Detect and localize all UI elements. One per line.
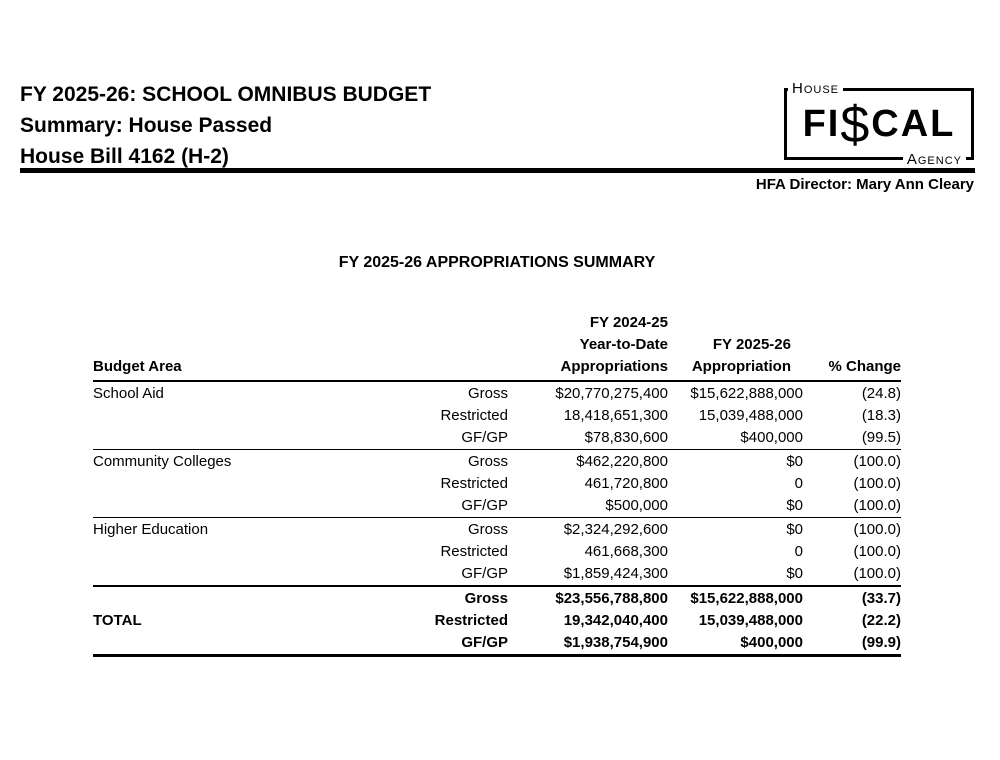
- pct-change-cell: (100.0): [853, 453, 901, 470]
- appropriations-table: [93, 312, 901, 657]
- line-item-cell: GF/GP: [358, 632, 508, 656]
- hfa-logo-fiscal-right: CAL: [871, 103, 956, 145]
- column-header-fy2425-line-2: Year-to-Date: [579, 336, 668, 353]
- header-divider-rule: [20, 168, 975, 173]
- pct-change-cell: (99.9): [803, 632, 901, 656]
- pct-change-cell: (100.0): [803, 495, 901, 518]
- fy2425-value-cell: $500,000: [508, 495, 668, 518]
- line-item-cell: Restricted: [434, 612, 508, 629]
- pct-change-cell: (100.0): [803, 563, 901, 586]
- hfa-logo: [784, 80, 974, 168]
- budget-area-cell: [93, 541, 358, 563]
- table-row: [93, 405, 901, 427]
- fy2425-value-cell: $1,859,424,300: [508, 563, 668, 586]
- fy2526-value-cell: $400,000: [668, 632, 803, 656]
- column-header-fy2526-line-1: FY 2025-26: [712, 336, 791, 353]
- fy2526-value-cell: $15,622,888,000: [690, 590, 803, 607]
- hfa-logo-house-label: House: [788, 80, 843, 97]
- fy2425-value-cell: 18,418,651,300: [563, 407, 668, 424]
- table-row: [93, 495, 901, 518]
- column-header-fy2425-line-3: Appropriations: [560, 358, 668, 375]
- line-item-cell: Gross: [467, 521, 508, 538]
- budget-area-cell: Community Colleges: [93, 453, 232, 470]
- summary-table-title: FY 2025-26 APPROPRIATIONS SUMMARY: [338, 254, 656, 271]
- column-header-line-item: [358, 312, 508, 381]
- document-title-block: [20, 79, 431, 172]
- fy2425-value-cell: $462,220,800: [576, 453, 668, 470]
- pct-change-cell: (24.8): [861, 385, 901, 402]
- line-item-cell: Restricted: [440, 475, 508, 492]
- table-row: [93, 473, 901, 495]
- fy2425-value-cell: 461,668,300: [584, 543, 668, 560]
- table-row: [93, 427, 901, 450]
- fy2425-value-cell: $20,770,275,400: [555, 385, 668, 402]
- pct-change-cell: (99.5): [803, 427, 901, 450]
- line-item-cell: Gross: [464, 590, 508, 607]
- fy2526-value-cell: $400,000: [668, 427, 803, 450]
- pct-change-cell: (22.2): [861, 612, 901, 629]
- document-title-line-1: FY 2025-26: SCHOOL OMNIBUS BUDGET: [20, 83, 432, 106]
- fy2425-value-cell: $78,830,600: [508, 427, 668, 450]
- table-row: [93, 563, 901, 586]
- fy2526-value-cell: 15,039,488,000: [698, 612, 803, 629]
- column-header-fy2425-line-1: FY 2024-25: [589, 314, 668, 331]
- column-header-pct-change: % Change: [803, 312, 901, 381]
- appropriations-summary-section: [93, 254, 901, 657]
- total-row: [93, 610, 901, 632]
- fy2526-value-cell: 0: [794, 543, 803, 560]
- budget-area-cell: TOTAL: [93, 612, 142, 629]
- fy2526-value-cell: $0: [668, 495, 803, 518]
- fy2425-value-cell: 19,342,040,400: [563, 612, 668, 629]
- line-item-cell: GF/GP: [358, 563, 508, 586]
- document-title-line-3: House Bill 4162 (H-2): [20, 145, 229, 168]
- budget-area-cell: Higher Education: [93, 521, 209, 538]
- budget-area-cell: [93, 473, 358, 495]
- budget-area-cell: School Aid: [93, 385, 164, 402]
- fy2425-value-cell: 461,720,800: [584, 475, 668, 492]
- fy2526-value-cell: $0: [786, 453, 803, 470]
- hfa-director-line: HFA Director: Mary Ann Cleary: [755, 176, 974, 193]
- table-row: [93, 541, 901, 563]
- budget-area-cell: [93, 563, 358, 586]
- pct-change-cell: (100.0): [853, 521, 901, 538]
- pct-change-cell: (100.0): [853, 543, 901, 560]
- fy2526-value-cell: $15,622,888,000: [690, 385, 803, 402]
- fy2425-value-cell: $1,938,754,900: [508, 632, 668, 656]
- budget-area-cell: [93, 632, 358, 656]
- total-row: [93, 586, 901, 610]
- pct-change-cell: (18.3): [861, 407, 901, 424]
- hfa-logo-agency-label: Agency: [903, 151, 966, 168]
- document-title-line-2: Summary: House Passed: [20, 114, 273, 137]
- column-header-fy2526: [668, 312, 803, 381]
- hfa-logo-fiscal-wordmark: FI $ CAL: [802, 96, 956, 154]
- budget-area-cell: [93, 405, 358, 427]
- hfa-logo-fiscal-left: FI: [802, 103, 841, 145]
- fy2526-value-cell: 0: [794, 475, 803, 492]
- table-header-row: [93, 312, 901, 381]
- line-item-cell: Gross: [467, 385, 508, 402]
- line-item-cell: GF/GP: [358, 427, 508, 450]
- fy2526-value-cell: $0: [786, 521, 803, 538]
- table-row: [93, 381, 901, 405]
- appropriations-table-body: [93, 381, 901, 656]
- total-row: [93, 632, 901, 656]
- table-row: [93, 518, 901, 542]
- line-item-cell: Restricted: [440, 407, 508, 424]
- pct-change-cell: (33.7): [861, 590, 901, 607]
- budget-area-cell: [93, 495, 358, 518]
- column-header-fy2425: [508, 312, 668, 381]
- fy2425-value-cell: $2,324,292,600: [563, 521, 668, 538]
- line-item-cell: Restricted: [440, 543, 508, 560]
- column-header-fy2526-line-2: Appropriation: [691, 358, 791, 375]
- fy2425-value-cell: $23,556,788,800: [555, 590, 668, 607]
- appropriations-table-header: [93, 312, 901, 381]
- pct-change-cell: (100.0): [853, 475, 901, 492]
- fy2526-value-cell: $0: [668, 563, 803, 586]
- line-item-cell: Gross: [467, 453, 508, 470]
- line-item-cell: GF/GP: [358, 495, 508, 518]
- budget-area-cell: [93, 427, 358, 450]
- budget-area-cell: [93, 586, 358, 610]
- column-header-budget-area: Budget Area: [93, 312, 358, 381]
- fy2526-value-cell: 15,039,488,000: [698, 407, 803, 424]
- table-row: [93, 450, 901, 474]
